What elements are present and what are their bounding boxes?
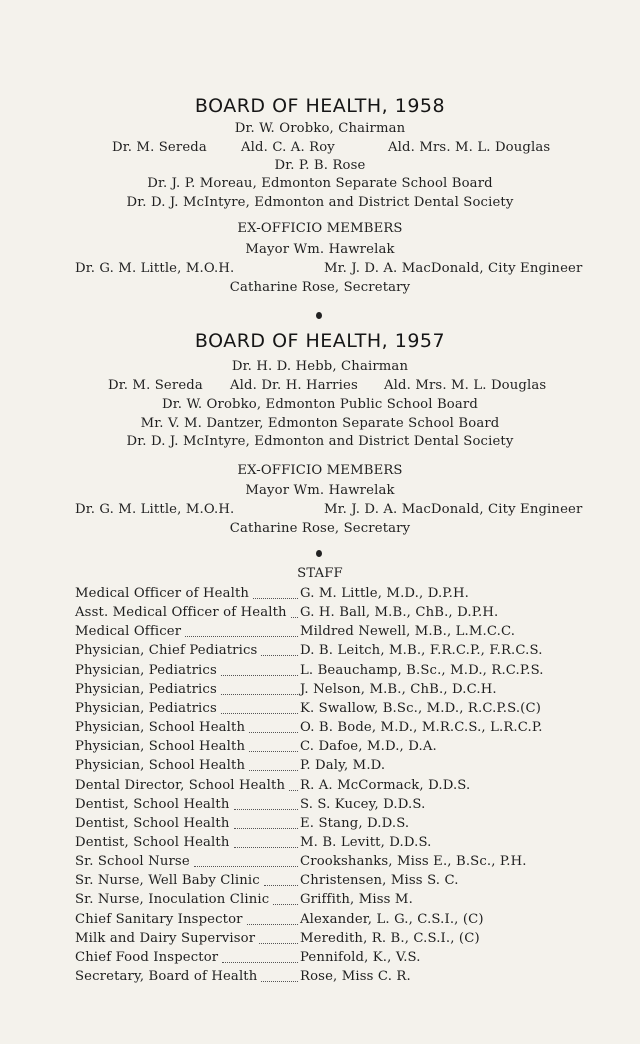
board-1958-engineer: Mr. J. D. A. MacDonald, City Engineer bbox=[324, 261, 583, 276]
leader-dots bbox=[234, 847, 298, 848]
leader-dots bbox=[234, 828, 298, 829]
board-1957-mayor: Mayor Wm. Hawrelak bbox=[245, 483, 395, 498]
staff-name: Pennifold, K., V.S. bbox=[300, 949, 421, 965]
board-1958-chairman: Dr. W. Orobko, Chairman bbox=[234, 121, 406, 136]
staff-row bbox=[75, 778, 595, 796]
staff-name: Meredith, R. B., C.S.I., (C) bbox=[300, 930, 480, 946]
staff-row bbox=[75, 835, 595, 853]
staff-name: S. S. Kucey, D.D.S. bbox=[300, 796, 426, 812]
staff-row bbox=[75, 586, 595, 604]
board-1958-moh: Dr. G. M. Little, M.O.H. bbox=[75, 261, 235, 276]
staff-row bbox=[75, 816, 595, 834]
staff-name: G. H. Ball, M.B., ChB., D.P.H. bbox=[300, 605, 499, 621]
board-1957-chairman: Dr. H. D. Hebb, Chairman bbox=[231, 359, 409, 374]
staff-name: R. A. McCormack, D.D.S. bbox=[300, 777, 471, 793]
staff-role: Medical Officer bbox=[75, 624, 182, 640]
staff-row bbox=[75, 682, 595, 700]
leader-dots bbox=[259, 943, 298, 944]
staff-role: Physician, Chief Pediatrics bbox=[75, 643, 258, 659]
staff-role: Dental Director, School Health bbox=[75, 777, 286, 793]
staff-row bbox=[75, 969, 595, 987]
staff-row bbox=[75, 663, 595, 681]
staff-row bbox=[75, 931, 595, 949]
staff-role: Sr. Nurse, Well Baby Clinic bbox=[75, 873, 260, 889]
board-1958-member-right: Ald. Mrs. M. L. Douglas bbox=[388, 140, 551, 155]
staff-name: E. Stang, D.D.S. bbox=[300, 815, 410, 831]
leader-dots bbox=[249, 732, 298, 733]
leader-dots bbox=[273, 904, 298, 905]
staff-row bbox=[75, 797, 595, 815]
leader-dots bbox=[289, 790, 298, 791]
staff-role: Physician, Pediatrics bbox=[75, 681, 217, 697]
board-1957-exofficio-title: EX-OFFICIO MEMBERS bbox=[237, 463, 403, 478]
staff-row bbox=[75, 854, 595, 872]
staff-row bbox=[75, 720, 595, 738]
leader-dots bbox=[264, 885, 298, 886]
staff-role: Asst. Medical Officer of Health bbox=[75, 605, 287, 621]
board-1957-member-right: Ald. Mrs. M. L. Douglas bbox=[384, 378, 547, 393]
staff-row bbox=[75, 950, 595, 968]
staff-name: L. Beauchamp, B.Sc., M.D., R.C.P.S. bbox=[300, 662, 544, 678]
staff-name: Griffith, Miss M. bbox=[300, 892, 413, 908]
leader-dots bbox=[221, 694, 298, 695]
staff-role: Sr. Nurse, Inoculation Clinic bbox=[75, 892, 270, 908]
leader-dots bbox=[185, 636, 298, 637]
leader-dots bbox=[249, 751, 298, 752]
staff-name: Crookshanks, Miss E., B.Sc., P.H. bbox=[300, 854, 527, 870]
staff-name: P. Daly, M.D. bbox=[300, 758, 386, 774]
board-1957-member-row4: Mr. V. M. Dantzer, Edmonton Separate School Board bbox=[140, 416, 500, 431]
leader-dots bbox=[221, 675, 298, 676]
board-1958-exofficio-title: EX-OFFICIO MEMBERS bbox=[237, 221, 403, 236]
staff-name: K. Swallow, B.Sc., M.D., R.C.P.S.(C) bbox=[300, 700, 542, 716]
leader-dots bbox=[249, 770, 298, 771]
board-1958-mayor: Mayor Wm. Hawrelak bbox=[245, 242, 395, 257]
board-1958-member-row5: Dr. D. J. McIntyre, Edmonton and District Dental Society bbox=[126, 195, 514, 210]
board-1957-member-left: Dr. M. Sereda bbox=[108, 378, 203, 393]
staff-row bbox=[75, 912, 595, 930]
section-bullet bbox=[316, 550, 322, 557]
staff-role: Dentist, School Health bbox=[75, 796, 230, 812]
leader-dots bbox=[194, 866, 298, 867]
staff-row bbox=[75, 701, 595, 719]
board-1957-moh: Dr. G. M. Little, M.O.H. bbox=[75, 502, 235, 517]
leader-dots bbox=[221, 713, 298, 714]
leader-dots bbox=[261, 655, 298, 656]
leader-dots bbox=[253, 598, 298, 599]
staff-row bbox=[75, 643, 595, 661]
board-1958-member-row3: Dr. P. B. Rose bbox=[274, 158, 366, 173]
staff-role: Physician, Pediatrics bbox=[75, 662, 217, 678]
staff-role: Secretary, Board of Health bbox=[75, 969, 258, 984]
staff-name: Alexander, L. G., C.S.I., (C) bbox=[300, 911, 484, 927]
staff-role: Physician, School Health bbox=[75, 739, 246, 755]
staff-role: Chief Sanitary Inspector bbox=[75, 911, 243, 927]
board-1957-member-row5: Dr. D. J. McIntyre, Edmonton and District Dental Society bbox=[126, 434, 514, 449]
leader-dots bbox=[234, 809, 298, 810]
staff-row bbox=[75, 892, 595, 910]
board-1957-engineer: Mr. J. D. A. MacDonald, City Engineer bbox=[324, 502, 583, 517]
staff-name: Mildred Newell, M.B., L.M.C.C. bbox=[300, 624, 516, 640]
board-1958-member-left: Dr. M. Sereda bbox=[112, 140, 207, 155]
staff-role: Chief Food Inspector bbox=[75, 949, 219, 965]
staff-title: STAFF bbox=[297, 566, 343, 581]
board-1958-member-row4: Dr. J. P. Moreau, Edmonton Separate School Board bbox=[147, 176, 493, 191]
board-1958-member-mid: Ald. C. A. Roy bbox=[241, 140, 335, 155]
board-1958-title: BOARD OF HEALTH, 1958 bbox=[194, 95, 446, 117]
staff-name: O. B. Bode, M.D., M.R.C.S., L.R.C.P. bbox=[300, 720, 543, 736]
staff-name: Rose, Miss C. R. bbox=[300, 969, 411, 984]
staff-name: Christensen, Miss S. C. bbox=[300, 873, 459, 889]
staff-role: Physician, School Health bbox=[75, 758, 246, 774]
staff-role: Dentist, School Health bbox=[75, 834, 230, 850]
section-bullet bbox=[316, 312, 322, 319]
board-1957-member-mid: Ald. Dr. H. Harries bbox=[230, 378, 358, 393]
staff-role: Physician, Pediatrics bbox=[75, 700, 217, 716]
staff-name: J. Nelson, M.B., ChB., D.C.H. bbox=[300, 681, 497, 697]
staff-name: G. M. Little, M.D., D.P.H. bbox=[300, 586, 469, 601]
staff-row bbox=[75, 873, 595, 891]
leader-dots bbox=[291, 617, 298, 618]
leader-dots bbox=[247, 924, 298, 925]
staff-name: C. Dafoe, M.D., D.A. bbox=[300, 739, 437, 755]
board-1957-title: BOARD OF HEALTH, 1957 bbox=[194, 330, 446, 352]
board-1957-member-row3: Dr. W. Orobko, Edmonton Public School Board bbox=[162, 397, 478, 412]
board-1958-secretary: Catharine Rose, Secretary bbox=[229, 280, 411, 295]
staff-name: M. B. Levitt, D.D.S. bbox=[300, 834, 432, 850]
staff-row bbox=[75, 605, 595, 623]
staff-row bbox=[75, 739, 595, 757]
leader-dots bbox=[261, 981, 298, 982]
staff-role: Sr. School Nurse bbox=[75, 854, 190, 870]
leader-dots bbox=[222, 962, 298, 963]
staff-name: D. B. Leitch, M.B., F.R.C.P., F.R.C.S. bbox=[300, 643, 543, 659]
staff-role: Medical Officer of Health bbox=[75, 586, 250, 601]
staff-role: Physician, School Health bbox=[75, 720, 246, 736]
staff-role: Milk and Dairy Supervisor bbox=[75, 930, 256, 946]
staff-row bbox=[75, 624, 595, 642]
board-1957-secretary: Catharine Rose, Secretary bbox=[229, 521, 411, 536]
staff-row bbox=[75, 758, 595, 776]
staff-role: Dentist, School Health bbox=[75, 815, 230, 831]
